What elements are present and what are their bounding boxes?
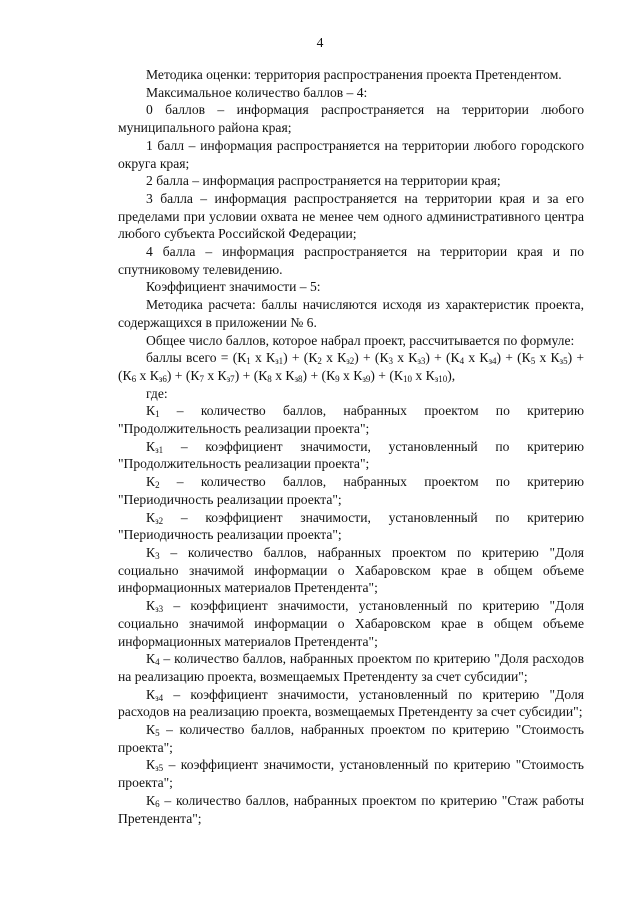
paragraph: Общее число баллов, которое набрал проект, рассчитывается по формуле: <box>146 332 575 348</box>
paragraph: Методика оценки: территория распространения проекта Претендентом. <box>146 67 562 82</box>
criterion-symbol: $К_1$ <box>237 350 251 367</box>
definition-text: – коэффициент значимости, установленный по критерию "Доля расходов на реализацию проекта, возмещаемых Претенденту за счет субсидии"; <box>118 686 584 720</box>
definition-subscript: з2 <box>155 515 164 526</box>
criterion-subscript: 2 <box>317 356 322 367</box>
definitions-list <box>118 402 584 827</box>
definition-subscript: з5 <box>155 763 164 774</box>
definition-symbol: $К_1$ <box>146 403 160 420</box>
weight-symbol: $К_{з2}$ <box>337 350 355 367</box>
criterion-subscript: 3 <box>388 356 394 367</box>
definition-text: – количество баллов, набранных проектом по критерию "Стоимость проекта"; <box>118 722 584 755</box>
definition-item <box>118 597 584 650</box>
criterion-symbol: $К_{10}$ <box>393 367 412 384</box>
definition-subscript: 3 <box>155 550 160 561</box>
definition-subscript: з3 <box>155 604 164 615</box>
weight-subscript: з10 <box>434 373 448 384</box>
definition-symbol: $К_4$ <box>146 651 160 668</box>
criterion-subscript: 9 <box>335 373 340 384</box>
definition-subscript: 2 <box>155 480 160 491</box>
paragraph: 2 балла – информация распространяется на территории края; <box>146 173 501 189</box>
criterion-subscript: 7 <box>199 373 204 384</box>
weight-subscript: з9 <box>362 373 371 384</box>
definition-item <box>118 509 584 544</box>
criterion-symbol: $К_3$ <box>379 350 394 367</box>
criterion-subscript: 6 <box>131 373 137 384</box>
definition-symbol: $К_{з3}$ <box>146 598 164 615</box>
definition-text: – количество баллов, набранных проектом по критерию "Доля социально значимой информации о Хабаровском крае в общем объеме информационных материалов Претендента"; <box>118 544 584 596</box>
weight-symbol: $К_{з7}$ <box>217 367 235 384</box>
formula-term: ($К_5$ х $К_{з5}$) <box>517 350 573 367</box>
criterion-subscript: 8 <box>267 373 272 384</box>
formula-term: ($К_2$ х $К_{з2}$) <box>303 350 359 367</box>
definition-subscript: 1 <box>155 409 160 420</box>
weight-subscript: з6 <box>158 373 167 384</box>
definition-symbol: $К_6$ <box>146 792 160 809</box>
definition-symbol: $К_{з4}$ <box>146 686 164 703</box>
weight-subscript: з5 <box>559 356 568 367</box>
definition-symbol: $К_5$ <box>146 722 160 739</box>
weight-subscript: з8 <box>294 373 303 384</box>
criterion-subscript: 1 <box>246 356 251 367</box>
weight-symbol: $К_{з5}$ <box>550 350 568 367</box>
definition-text: – коэффициент значимости, установленный по критерию "Стоимость проекта"; <box>118 757 584 791</box>
weight-symbol: $К_{з4}$ <box>479 350 497 367</box>
definition-item <box>118 650 584 685</box>
definition-item <box>118 544 584 597</box>
paragraph: 3 балла – информация распространяется на территории края и за его пределами при условии охвата не менее чем одного административного центра любого субъекта Российской Федерации; <box>118 190 584 242</box>
definition-subscript: з1 <box>155 444 164 455</box>
formula-term: ($К_3$ х $К_{з3}$) <box>374 350 430 367</box>
criterion-symbol: $К_7$ <box>190 367 204 384</box>
criterion-symbol: $К_5$ <box>521 350 536 367</box>
criterion-symbol: $К_9$ <box>326 367 340 384</box>
paragraph: Коэффициент значимости – 5: <box>146 279 321 295</box>
definition-symbol: $К_{з1}$ <box>146 438 164 455</box>
formula-term: ($К_8$ х $К_{з8}$) <box>253 367 308 384</box>
definition-symbol: $К_3$ <box>146 544 160 561</box>
formula-term: ($К_{10}$ х $К_{з10}$) <box>389 367 452 384</box>
formula-term: ($К_4$ х $К_{з4}$) <box>446 350 502 367</box>
weight-symbol: $К_{з1}$ <box>266 350 284 367</box>
definition-symbol: $К_{з2}$ <box>146 509 164 526</box>
formula-term: ($К_6$ х $К_{з6}$) <box>118 367 172 384</box>
formula-prefix: баллы всего = <box>146 350 229 366</box>
paragraph: 4 балла – информация распространяется на территории края и по спутниковому телевидению. <box>118 244 584 277</box>
weight-subscript: з4 <box>488 356 497 367</box>
weight-symbol: $К_{з8}$ <box>285 367 303 384</box>
formula-terms: ($К_1$ х $К_{з1}) + (К_2$ х $К_{з2}) + (К_3$ х $К_{з3}) + (К_4$ х $К_{з4}) + (К_5$ х $К_{з5}) + (К_6$ х $К_{з6}) + (К_7$ х $К_{з7}) + (К_8$ х $К_{з8}) + (К_9$ х $К_{з9}) + (К_{10}$ х $К_{з10}$), <box>118 350 585 384</box>
formula-term: ($К_1$ х $К_{з1}$) <box>232 350 288 367</box>
definition-item <box>118 792 584 827</box>
definition-symbol: $К_2$ <box>146 474 160 491</box>
weight-subscript: з1 <box>275 356 284 367</box>
weight-symbol: $К_{з3}$ <box>408 350 426 367</box>
definition-item <box>118 686 584 721</box>
weight-symbol: $К_{з10}$ <box>425 367 448 384</box>
definition-text: – количество баллов, набранных проектом по критерию "Стаж работы Претендента"; <box>118 792 584 826</box>
paragraph: 1 балл – информация распространяется на территории любого городского округа края; <box>118 137 584 171</box>
definition-text: – количество баллов, набранных проектом по критерию "Продолжительность реализации проекта"; <box>118 403 584 437</box>
where-label: где: <box>146 385 168 401</box>
paragraph: Методика расчета: баллы начисляются исходя из характеристик проекта, содержащихся в приложении № 6. <box>118 297 584 330</box>
definition-text: – коэффициент значимости, установленный по критерию "Продолжительность реализации проекта"; <box>118 438 584 472</box>
criterion-subscript: 5 <box>530 356 536 367</box>
definition-subscript: 5 <box>155 728 160 739</box>
paragraph: 0 баллов – информация распространяется на территории любого муниципального района края; <box>118 102 584 136</box>
criterion-symbol: $К_4$ <box>450 350 465 367</box>
formula-term: ($К_9$ х $К_{з9}$) <box>321 367 375 384</box>
page-number: 4 <box>316 35 324 50</box>
definition-text: – коэффициент значимости, установленный по критерию "Доля социально значимой информации о Хабаровском крае в общем объеме информационных материалов Претендента"; <box>118 598 584 649</box>
weight-symbol: $К_{з6}$ <box>149 367 167 384</box>
definition-item <box>118 438 584 473</box>
definition-item <box>118 402 584 437</box>
criterion-subscript: 10 <box>402 373 412 384</box>
definition-item <box>118 473 584 508</box>
definition-subscript: 6 <box>155 798 160 809</box>
definition-subscript: 4 <box>155 657 160 668</box>
weight-subscript: з2 <box>346 356 355 367</box>
definition-subscript: з4 <box>155 692 164 703</box>
definition-text: – количество баллов, набранных проектом по критерию "Периодичность реализации проекта"; <box>118 474 584 507</box>
definition-item <box>118 756 584 791</box>
document-body <box>118 66 584 827</box>
weight-symbol: $К_{з9}$ <box>353 367 371 384</box>
definition-text: – коэффициент значимости, установленный по критерию "Периодичность реализации проекта"; <box>118 509 584 543</box>
definition-item <box>118 721 584 756</box>
criterion-symbol: $К_6$ <box>122 367 137 384</box>
criterion-symbol: $К_2$ <box>308 350 322 367</box>
paragraph: Максимальное количество баллов – 4: <box>146 84 368 100</box>
definition-symbol: $К_{з5}$ <box>146 757 164 774</box>
formula-term: ($К_7$ х $К_{з7}$) <box>185 367 240 384</box>
criterion-subscript: 4 <box>459 356 465 367</box>
score-formula <box>118 349 584 384</box>
criterion-symbol: $К_8$ <box>258 367 272 384</box>
weight-subscript: з3 <box>417 356 426 367</box>
definition-text: – количество баллов, набранных проектом по критерию "Доля расходов на реализацию проекта, возмещаемых Претенденту за счет субсидии"; <box>118 651 584 684</box>
weight-subscript: з7 <box>226 373 235 384</box>
